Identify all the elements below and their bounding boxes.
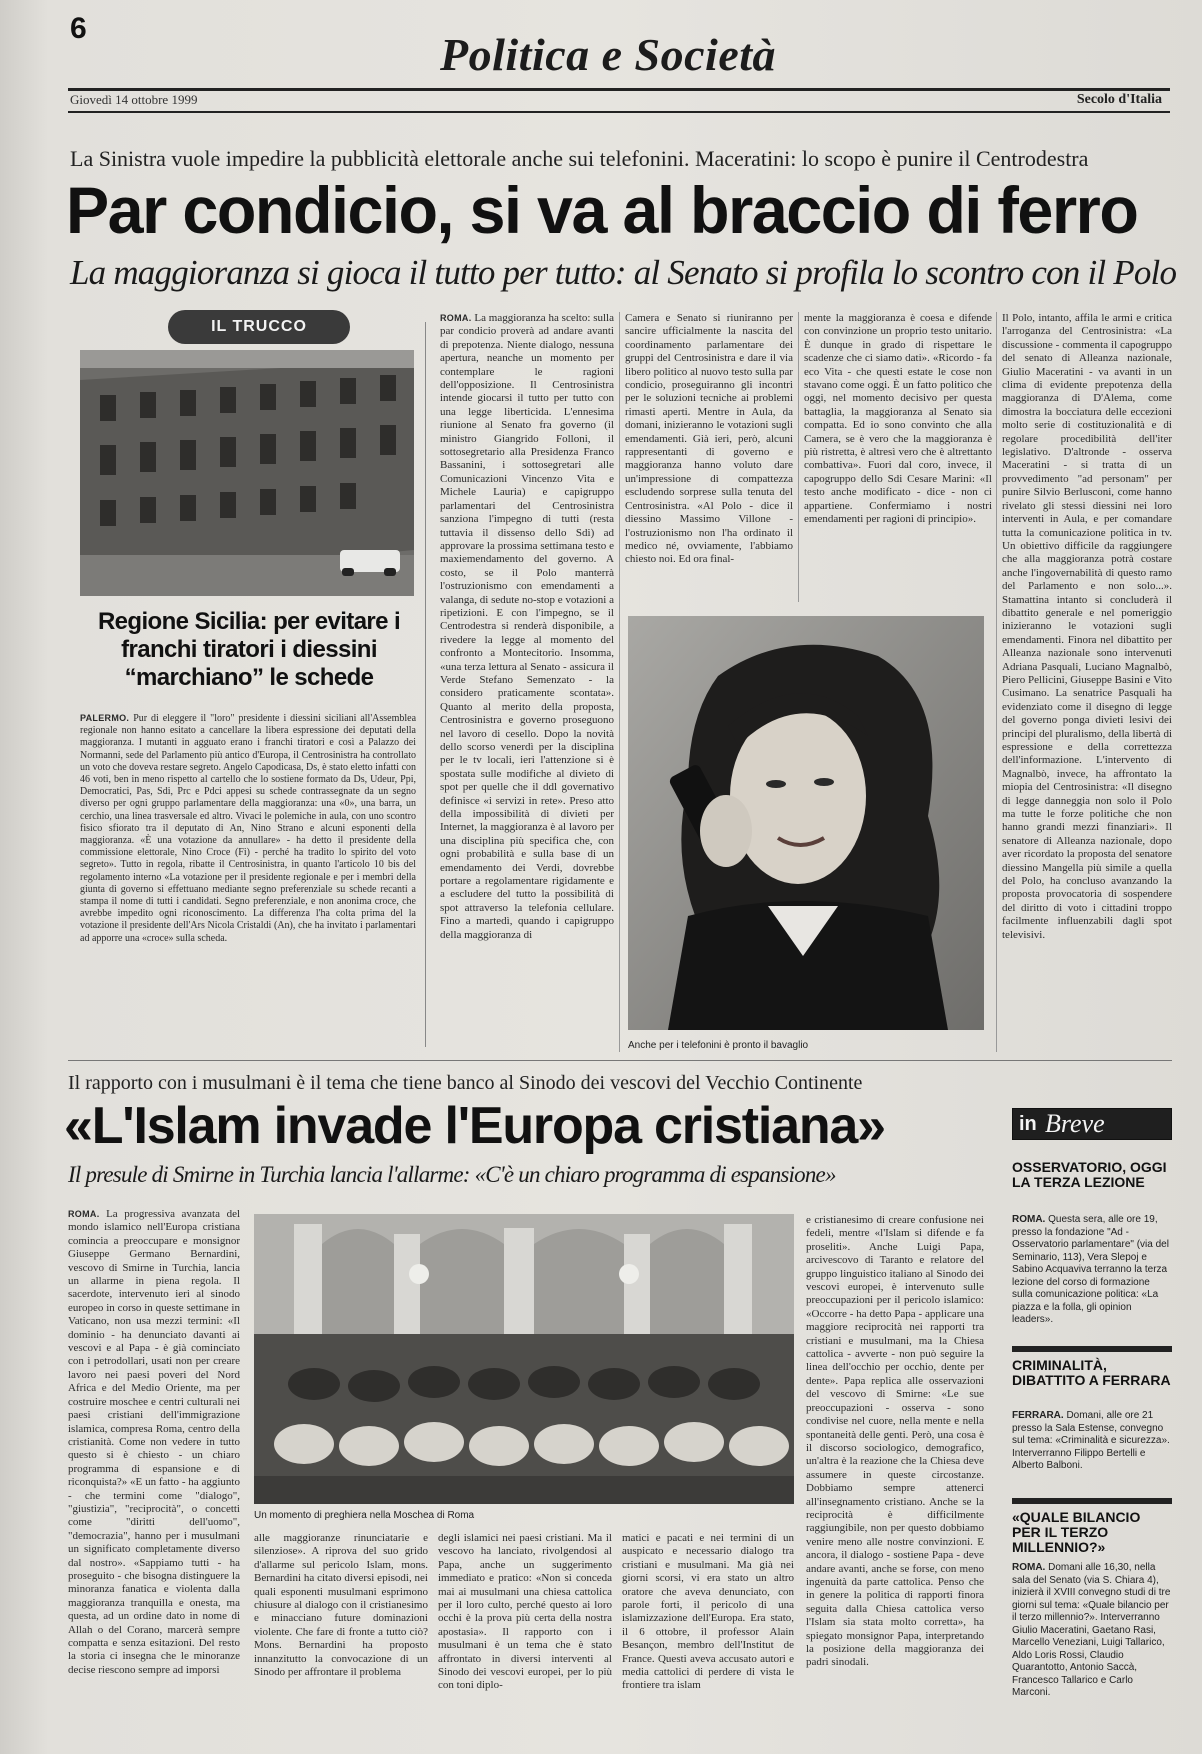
col-divider: [798, 312, 799, 602]
article1-kicker: La Sinistra vuole impedire la pubblicità elettorale anche sui telefonini. Maceratini: lo scopo è punire il Centrodestra: [70, 146, 1089, 171]
article2-col4: matici e pacati e nei termini di un auspicato e necessario dialogo tra cristiani e musulmani. Ma già nei giorni scorsi, vi era stato un altro oratore che aveva denunciato, con parole forti, il pericolo di una islamizzazione dell'Europa. Era stato, il 6 ottobre, il professor Alain Besançon, membro dell'Institut de France. Questi aveva accusato autori e media cattolici di perdere di vista le frontiere tra islam: [622, 1532, 794, 1692]
article2-subhead: Il presule di Smirne in Turchia lancia l'allarme: «C'è un chiaro programma di espansione»: [68, 1162, 836, 1187]
article2-headline: «L'Islam invade l'Europa cristiana»: [64, 1097, 885, 1155]
brief-divider: [1012, 1498, 1172, 1504]
article1-headline: Par condicio, si va al braccio di ferro: [66, 173, 1138, 247]
article2-dateline: ROMA.: [68, 1209, 100, 1219]
page-number: 6: [70, 12, 87, 45]
article2-col5: e cristianesimo di creare confusione nei fedeli, mentre «l'Islam si difende e fa proseliti». Anche Luigi Papa, arcivescovo di Taranto e relatore del gruppo linguistico italiano al Sinodo dei vescovi europei, è intervenuto sulle preoccupazioni per il pericolo islamico: «Occorre - ha detto Papa - applicare una maggiore reciprocità nei rapporti tra cristiani e musulmani, ma la Chiesa cattolica - avverte - non può seguire la linea dell'occhio per occhio, dente per dente». Papa replica alle osservazioni del vescovo di Smirne: «Le sue preoccupazioni - osserva - sono condivise nel cuore, nella mente e nella spontaneità delle genti. Però, una cosa è il discorso sociologico, demografico, un'altra è la reazione che la Chiesa deve assumere in queste circostanze. Dobbiamo sempre attenerci all'insegnamento cristiano. Anche se la reciprocità è difficilmente raggiungibile, non per questo dobbiamo venire meno alle nostre convinzioni. E ancora, il dialogo - sostiene Papa - deve andare avanti, anche se forse, con meno ingenuità da parte cattolica. Penso che in genere la politica di rapporti finora seguita dalla Chiesa cattolica verso l'Islam sia stata molto corretta», ha spiegato monsignor Papa, interpretando la posizione della maggioranza dei padri sinodali.: [806, 1214, 984, 1669]
brief-1-title: OSSERVATORIO, OGGI LA TERZA LEZIONE: [1012, 1159, 1167, 1190]
issue-date: Giovedì 14 ottobre 1999: [70, 92, 198, 107]
article2-col2: alle maggioranze rinunciatarie e silenziose». A riprova del suo grido d'allarme sul pericolo Islam, mons. Bernardini ha citato diversi episodi, nei quali esponenti musulmani esprimono chiusure al dialogo con il cristianesimo e minacciano future dominazioni violente. Che fare di fronte a tutto ciò? Mons. Bernardini ha proposto innanzitutto la convocazione di un Sinodo per affrontare il problema: [254, 1532, 428, 1679]
palace-photo: [80, 350, 414, 596]
article2-col1-text: La progressiva avanzata del mondo islamico nell'Europa cristiana comincia a preoccupare e monsignor Giuseppe Germano Bernardini, vescovo di Smirne in Turchia, lancia un allarme in piena regola. Il sacerdote, intervenuto ieri al sinodo europeo in corso in queste settimane in Vaticano, non usa mezzi termini: «Il dominio - ha denunciato davanti ai vescovi e al Papa - è già cominciato con i petrodollari, usati non per creare lavoro nei paesi poveri del Nord Africa e del Medio Oriente, ma per costruire moschee e centri culturali nei paesi cristiani dell'immigrazione islamica, compresa Roma, centro della cristianità. Come non vedere in tutto questo si è chiesto - un chiaro programma di espansione e di riconquista?» «E un fatto - ha aggiunto - che termini come "dialogo", "giustizia", "reciprocità", o concetti come "diritti dell'uomo", "democrazia", hanno per i musulmani un significato completamente diverso dal nostro». «Sappiamo tutti - ha proseguito - che bisogna distinguere la minoranza fanatica e violenta dalla maggioranza tranquilla e onesta, ma questa, ad un ordine dato in nome di Allah o del Corano, marcerà sempre compatta e senza esitazioni. Del resto la storia ci insegna che le minoranze decise riescono sempre ad imporsi: [68, 1208, 240, 1676]
header-rule-top: [68, 88, 1170, 91]
section-title: Politica e Società: [440, 29, 777, 80]
box-headline: Regione Sicilia: per evitare i franchi tiratori i diessini “marchiano” le schede: [97, 608, 401, 691]
article2-kicker: Il rapporto con i musulmani è il tema che tiene banco al Sinodo dei vescovi del Vecchio Continente: [68, 1072, 863, 1094]
header-rule-bottom: [68, 111, 1170, 113]
box-dateline: PALERMO.: [80, 713, 130, 723]
article1-col1-text: La maggioranza ha scelto: sulla par condicio proverà ad andare avanti di prepotenza. Niente dialogo, nessuna apertura, neanche un momento per contemplare le ragioni dell'opposizione. Il Centrosinistra intende giocarsi il tutto per tutto con una legge liberticida. L'ennesima riunione al Senato fra governo (il ministro Giangrido Folloni, il sottosegretario alla Presidenza Franco Bassanini, i sottosegretari alle Comunicazioni Vincenzo Vita e Michele Lauria) e capigruppo parlamentari del Centrosinistra sanziona l'impegno di tutti (resta tuttavia il dissenso dello Sdi) ad approvare la prossima settimana testo e maxiemendamento del governo. A costo, se il Polo manterrà l'ostruzionismo con emendamenti a valanga, di sedute no-stop e votazioni a ripetizioni. E con l'impegno, se il Centrodestra si renderà disponibile, a rivedere la legge al momento del confronto a Montecitorio. Insomma, «una terza lettura al Senato - assicura il Verde Stefano Semenzato - la considero praticamente scontata». Quanto al merito della proposta, Centrosinistra e governo proseguono nel lavoro di cesello. Dopo la novità dello scorso venerdì per la disciplina per le tv locali, ieri l'attenzione si è spostata sulle modifiche al divieto di spot per quelle che il ddl governativo definisce «i servizi in rete». Preso atto della impossibilità di divieti per Internet, la maggioranza è al lavoro per una disciplina più specifica che, con ogni probabilità e sulla base di un emendamento dei Verdi, dovrebbe portare a regolamentare rigidamente e a escludere del tutto la possibilità di spot attraverso la telefonia cellulare. Fino a martedì, quando i capigruppo della maggioranza di: [440, 312, 614, 941]
mosque-prayer-illustration: [254, 1214, 794, 1504]
col-divider: [996, 312, 997, 1052]
mosque-photo: [254, 1214, 794, 1504]
brief-1-body: [1012, 1214, 1172, 1354]
in-breve-header: [1012, 1108, 1172, 1140]
brief-2-body: [1012, 1410, 1172, 1500]
box-text: Pur di eleggere il "loro" presidente i diessini siciliani all'Assemblea regionale non hanno esitato a cancellare la libera espressione dei deputati della maggioranza. I mutanti in agguato erano i franchi tiratori e così a Palazzo dei Normanni, sede del Parlamento più antico d'Europa, il Centrosinistra ha controllato un voto che doveva restare segreto. Angelo Capodicasa, Ds, è stato eletto infatti con 46 voti, ben in meno rispetto al cartello che lo sostiene formato da Ds, Udeur, Ppi, Democratici, Pas, Sdi, Prc e Pdci appesi su schede contrassegnate da un segno diverso per ogni gruppo parlamentare della maggioranza: una «0», una barra, un cerchio, una linea trasversale ed altro. Vivaci le polemiche in aula, con uno scontro fisico sfiorato tra il deputato di An, Nino Strano e alcuni esponenti della maggioranza. «È una votazione da annullare» - ha detto il presidente della commissione elettorale, Nino Croce (Fi) - perché ha tradito lo spirito del voto segreto». Tutto in regola, ribatte il Centrosinistra, in quanto l'articolo 10 bis del regolamento interno «La votazione per il presidente regionale e per i membri della giunta di governo si effettuano mediante segno preferenziale su schede recanti a stampa il nome di tutti i candidati. Segno preferenziale, e non anonima croce, che avrebbe impedito ogni riconoscimento. La differenza l'ha colta prima del la votazione il presidente dell'Ars Nicola Cristaldi (An), che ha invitato i parlamentari ad apporre una «croce» sulla scheda.: [80, 713, 416, 944]
brief-2-dateline: FERRARA.: [1012, 1410, 1064, 1421]
brief-1-text: Questa sera, alle ore 19, presso la fondazione "Ad - Osservatorio parlamentare" (via del Seminario, 113), Vera Slepoj e Sabino Acquaviva terranno la terza lezione del corso di formazione sulla comunicazione politica: «La piazza e la folla, gli opinion leaders».: [1012, 1214, 1169, 1325]
woman-phone-illustration: [628, 616, 984, 1030]
brief-2-text: Domani, alle ore 21 presso la Sala Estense, convegno sul tema: «Criminalità e sicurezza». Interverranno Filippo Bertelli e Alberto Balboni.: [1012, 1410, 1170, 1471]
article1-col2: Camera e Senato si riuniranno per sancire ufficialmente la nascita del coordinamento parlamentare dei gruppi del Centrosinistra e dare il via libero politico al nuovo testo sulla par condicio, proseguiranno gli incontri per le soluzioni tecniche ai problemi rimasti aperti. Mentre in Aula, da domani, inizieranno le votazioni sugli emendamenti. Già ieri, però, alcuni rappresentanti di governo e maggioranza hanno voluto dare un'impressione di compattezza escludendo sorprese sulla tenuta del Centrosinistra. «Al Polo - dice il diessino Massimo Villone - l'ostruzionismo non l'ha ordinato il medico né, ovviamente, l'abbiamo chiesto noi. Ed ora final-: [625, 312, 793, 566]
article2-col1: [68, 1208, 240, 1748]
brief-3-title: «QUALE BILANCIO PER IL TERZO MILLENNIO?»: [1012, 1509, 1141, 1555]
palace-illustration: [80, 350, 414, 596]
brief-3-text: Domani alle 16,30, nella sala del Senato (via S. Chiara 4), inizierà il XVIII convegno studi di tre giorni sul tema: «Quale bilancio per il terzo millennio?». Interverranno Giulio Maceratini, Gaetano Rasi, Marcello Veneziani, Luigi Tallarico, Aldo Loris Rossi, Claudio Quarantotto, Antonio Saccà, Francesco Tallarico e Carlo Marconi.: [1012, 1562, 1171, 1698]
article2-col3: degli islamici nei paesi cristiani. Ma il vescovo ha lanciato, rivolgendosi al Papa, anche un suggerimento immediato e pratico: «Non si conceda mai ai musulmani una chiesa cattolica per il loro culto, perché questo ai loro occhi è la prova più certa della nostra apostasia». Il rapporto con i musulmani è un tema che è stato affrontato in diversi interventi al Sinodo dei vescovi europei, per lo più con toni diplo-: [438, 1532, 612, 1692]
brief-2-title: CRIMINALITÀ, DIBATTITO A FERRARA: [1012, 1357, 1171, 1388]
article1-col3: mente la maggioranza è coesa e difende con convinzione un proprio testo unitario. È dunque in grado di rispettare le scadenze che ci siamo dati». «Ricordo - fa eco Vita - che questi estate le cose non stavano come oggi. È un fatto politico che oggi, nel momento decisivo per questa battaglia, la maggioranza al Senato sia compatta. Ed io sono convinto che alla Camera, se è vero che la maggioranza è più ristretta, è altresì vero che è altrettanto combattiva». Fuori dal coro, invece, il capogruppo dello Sdi Cesare Marini: «Il testo anche modificato - dice - non ci appartiene. Confermiamo i nostri emendamenti per ragioni di principio».: [804, 312, 992, 526]
in-breve-label-in: in: [1019, 1113, 1037, 1135]
article1-subhead: La maggioranza si gioca il tutto per tutto: al Senato si profila lo scontro con il Polo: [70, 253, 1177, 292]
box-label: IL TRUCCO: [168, 310, 350, 344]
article1-dateline: ROMA.: [440, 313, 472, 323]
brief-1-dateline: ROMA.: [1012, 1214, 1046, 1225]
col-divider: [619, 312, 620, 1052]
section-divider: [68, 1060, 1172, 1061]
mosque-photo-caption: Un momento di preghiera nella Moschea di Roma: [254, 1510, 475, 1521]
in-breve-label-breve: Breve: [1045, 1109, 1105, 1138]
article1-col4: Il Polo, intanto, affila le armi e critica l'arroganza del Centrosinistra: «La discussione - commenta il capogruppo del senato di Alleanza nazionale, Giulio Maceratini - va avanti in un clima di evidente prepotenza della maggioranza di D'Alema, come dimostra la bocciatura delle eccezioni molto serie di costituzionalità e di regolare procedibilità dell'iter legislativo. D'altronde - osserva Maceratini - si tratta di un provvedimento "ad personam" per punire Silvio Berlusconi, come hanno rivelato gli stessi diessini nei loro interventi in Aula, e per comandare tutta la comunicazione politica in tv. Un obiettivo difficile da raggiungere che alla maggioranza potrà costare anche l'ingovernabilità di questo ramo del Parlamento e non solo...». Stamattina intanto si concluderà il dibattito generale e nel pomeriggio inizieranno le votazioni sugli emendamenti. Finora nel dibattito per Alleanza nazionale sono intervenuti Adriana Pasquali, Luciano Magnalbò, Piero Pellicini, Giuseppe Basini e Vito Cusimano. La senatrice Pasquali ha evidenziato come il disegno di legge del governo ponga divieti lesivi dei principi del pluralismo, della libertà di espressione e della correttezza dell'informazione. L'intervento di Magnalbò, invece, ha affrontato la miopia del Centrosinistra: «Il disegno di legge danneggia non solo il Polo ma tutte le forze politiche che non hanno grandi mezzi finanziari». Il senatore di Alleanza nazionale, dopo aver ricordato la proposta del senatore diessino Mangella più simile a quella del Polo, ha concluso avanzando la proposta provocatoria di sospendere del diritto di voto i cittadini troppo facilmente influenzabili dagli spot televisivi.: [1002, 312, 1172, 941]
brief-3-dateline: ROMA.: [1012, 1562, 1046, 1573]
brief-divider: [1012, 1346, 1172, 1352]
article1-col1: [440, 312, 614, 1052]
publication-name: Secolo d'Italia: [1076, 92, 1162, 107]
brief-3-body: [1012, 1562, 1172, 1750]
phone-photo: [628, 616, 984, 1030]
box-body: [80, 712, 416, 1037]
phone-photo-caption: Anche per i telefonini è pronto il bavaglio: [628, 1040, 809, 1051]
